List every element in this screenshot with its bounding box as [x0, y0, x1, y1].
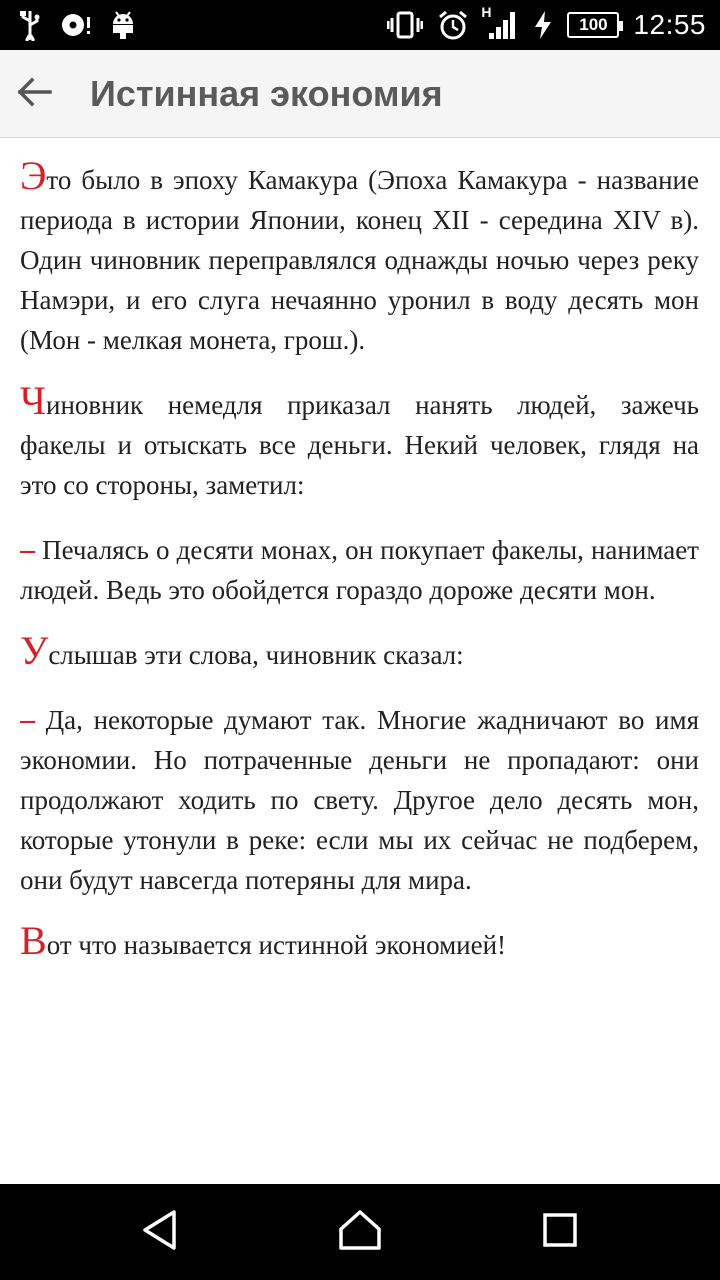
- usb-icon: [18, 8, 42, 42]
- alarm-icon: [437, 8, 469, 42]
- paragraph: [20, 918, 699, 965]
- battery-indicator: 100: [567, 12, 619, 38]
- back-triangle-icon: [140, 1209, 180, 1255]
- nav-home-button[interactable]: [330, 1202, 390, 1262]
- charging-icon: [533, 8, 553, 42]
- dialogue-dash: –: [20, 533, 35, 566]
- arrow-left-icon: [16, 77, 52, 111]
- home-icon: [338, 1209, 382, 1255]
- dialogue-paragraph: [20, 700, 699, 900]
- app-toolbar: [0, 50, 720, 138]
- paragraph: [20, 378, 699, 505]
- paragraph-text: иновник немедля приказал нанять людей, зажечь факелы и отыскать все деньги. Некий человек, глядя на это со стороны, заметил:: [20, 390, 699, 500]
- status-bar: [0, 0, 720, 50]
- paragraph-text: Печалясь о десяти монах, он покупает факелы, нанимает людей. Ведь это обойдется гораздо дороже десяти мон.: [20, 535, 699, 605]
- recents-icon: [542, 1212, 578, 1252]
- dialogue-paragraph: [20, 530, 699, 610]
- drop-cap: У: [20, 628, 49, 673]
- signal-icon: [481, 4, 519, 42]
- drop-cap: Э: [20, 160, 47, 198]
- paragraph: [20, 628, 699, 675]
- paragraph: [20, 160, 699, 360]
- paragraph-text: Да, некоторые думают так. Многие жадничают во имя экономии. Но потраченные деньги не пропадают: они продолжают ходить по свету. Другое дело десять мон, которые утонули в реке: если мы их сейчас не подберем, они будут навсегда потеряны для мира.: [20, 705, 699, 895]
- vibrate-icon: [387, 8, 423, 42]
- network-type-label: H: [481, 4, 492, 20]
- clock: 12:55: [633, 9, 706, 40]
- article-body: [20, 160, 699, 1180]
- navigation-bar: [0, 1184, 720, 1280]
- nav-recents-button[interactable]: [530, 1202, 590, 1262]
- android-icon: [110, 8, 136, 42]
- back-button[interactable]: [8, 68, 60, 120]
- page-title: Истинная экономия: [90, 73, 443, 114]
- drop-cap: В: [20, 918, 47, 963]
- nav-back-button[interactable]: [130, 1202, 190, 1262]
- drop-cap: Ч: [20, 378, 46, 423]
- paragraph-text: слышав эти слова, чиновник сказал:: [48, 640, 464, 670]
- paragraph-text: от что называется истинной экономией!: [46, 930, 507, 960]
- dialogue-dash: –: [20, 703, 35, 736]
- media-icon: [60, 8, 92, 42]
- paragraph-text: то было в эпоху Камакура (Эпоха Камакура - название периода в истории Японии, конец XII - середина XIV в). Один чиновник переправлялся однажды ночью через реку Намэри, и его слуга нечаянно уронил в воду десять мон (Мон - мелкая монета, грош.).: [20, 165, 699, 355]
